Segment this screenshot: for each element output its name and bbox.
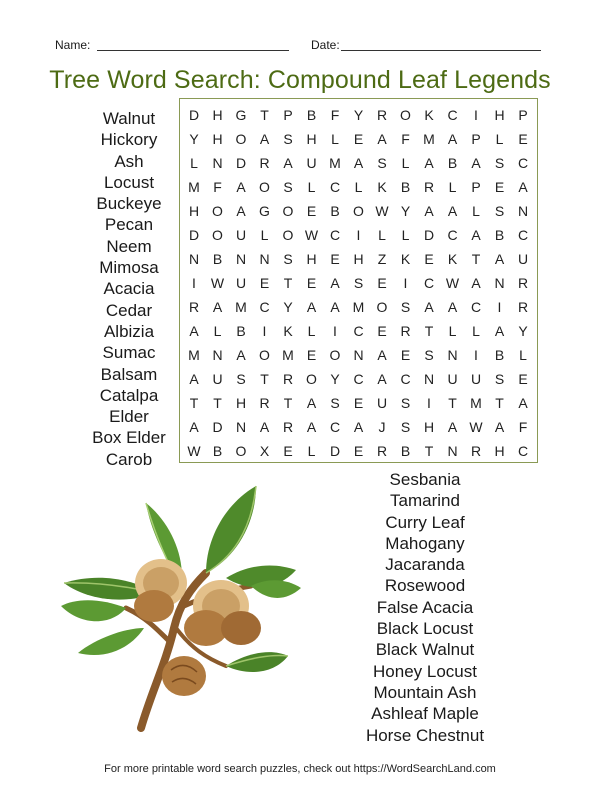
grid-letter[interactable]: H: [494, 443, 505, 459]
grid-letter[interactable]: A: [447, 203, 458, 219]
grid-letter[interactable]: A: [306, 299, 317, 315]
grid-letter[interactable]: W: [187, 443, 201, 459]
grid-letter[interactable]: N: [259, 251, 270, 267]
grid-letter[interactable]: A: [283, 155, 293, 171]
grid-letter[interactable]: K: [424, 107, 434, 123]
left-list-word: Carob: [105, 449, 153, 469]
grid-letter[interactable]: R: [423, 179, 435, 195]
right-list-word: False Acacia: [376, 597, 474, 617]
grid-letter[interactable]: O: [353, 203, 364, 219]
right-list-word: Mahogany: [385, 533, 465, 553]
grid-letter[interactable]: B: [212, 443, 223, 459]
grid-letter[interactable]: B: [330, 203, 340, 219]
grid-letter[interactable]: I: [192, 275, 196, 291]
grid-letter[interactable]: O: [306, 371, 317, 387]
grid-letter[interactable]: C: [353, 323, 364, 339]
grid-letter[interactable]: E: [306, 203, 317, 219]
grid-letter[interactable]: I: [262, 323, 267, 339]
left-list-word: Sumac: [102, 343, 156, 363]
grid-letter[interactable]: C: [400, 371, 411, 387]
grid-letter[interactable]: M: [470, 395, 482, 411]
grid-letter[interactable]: U: [447, 371, 458, 387]
grid-letter[interactable]: E: [330, 251, 340, 267]
grid-letter[interactable]: D: [212, 419, 223, 435]
grid-letter[interactable]: K: [447, 251, 458, 267]
grid-letter[interactable]: B: [212, 251, 223, 267]
grid-letter[interactable]: T: [283, 395, 293, 411]
grid-letter[interactable]: E: [283, 443, 293, 459]
grid-letter[interactable]: E: [518, 371, 528, 387]
grid-letter[interactable]: A: [330, 275, 340, 291]
grid-letter[interactable]: P: [471, 131, 481, 147]
grid-letter[interactable]: S: [283, 131, 293, 147]
grid-letter[interactable]: I: [403, 275, 408, 291]
grid-letter[interactable]: F: [330, 107, 340, 123]
grid-letter[interactable]: S: [353, 275, 364, 291]
grid-letter[interactable]: P: [283, 107, 293, 123]
grid-letter[interactable]: R: [282, 419, 294, 435]
grid-letter[interactable]: S: [494, 203, 505, 219]
grid-letter[interactable]: B: [236, 323, 246, 339]
grid-letter[interactable]: Z: [377, 251, 387, 267]
left-list-word: Elder: [109, 407, 149, 427]
grid-letter[interactable]: A: [353, 155, 364, 171]
grid-letter[interactable]: A: [424, 299, 434, 315]
grid-letter[interactable]: T: [189, 395, 199, 411]
grid-letter[interactable]: L: [519, 347, 527, 363]
grid-letter[interactable]: S: [424, 347, 434, 363]
grid-letter[interactable]: S: [330, 395, 340, 411]
grid-letter[interactable]: U: [212, 371, 223, 387]
grid-letter[interactable]: E: [306, 347, 317, 363]
footer-text: For more printable word search puzzles, check out https://WordSearchLand.com: [104, 763, 496, 775]
grid-letter[interactable]: O: [212, 227, 223, 243]
date-label: Date:: [311, 38, 340, 52]
left-list-word: Buckeye: [96, 194, 162, 214]
grid-letter[interactable]: R: [517, 275, 529, 291]
grid-letter[interactable]: A: [259, 419, 270, 435]
left-list-word: Balsam: [100, 364, 158, 384]
grid-letter[interactable]: H: [423, 419, 435, 435]
grid-letter[interactable]: T: [471, 251, 481, 267]
grid-letter[interactable]: W: [304, 227, 319, 243]
grid-letter[interactable]: O: [235, 131, 247, 147]
grid-letter[interactable]: O: [235, 443, 247, 459]
grid-letter[interactable]: N: [423, 371, 435, 387]
grid-letter[interactable]: G: [235, 107, 247, 123]
grid-letter[interactable]: L: [401, 227, 410, 243]
grid-letter[interactable]: E: [377, 275, 387, 291]
grid-letter[interactable]: A: [189, 323, 199, 339]
grid-letter[interactable]: E: [353, 395, 364, 411]
walnut-branch-illustration: [56, 478, 306, 740]
grid-letter[interactable]: U: [376, 395, 388, 411]
grid-letter[interactable]: L: [307, 443, 316, 459]
grid-letter[interactable]: A: [236, 347, 246, 363]
grid-letter[interactable]: S: [236, 371, 246, 387]
grid-letter[interactable]: S: [494, 155, 505, 171]
grid-letter[interactable]: A: [424, 155, 434, 171]
grid-letter[interactable]: L: [190, 155, 198, 171]
grid-letter[interactable]: C: [517, 155, 529, 171]
grid-letter[interactable]: A: [471, 227, 481, 243]
grid-letter[interactable]: M: [188, 347, 200, 363]
date-line[interactable]: [341, 50, 541, 51]
grid-letter[interactable]: P: [471, 179, 481, 195]
left-list-word: Catalpa: [99, 385, 159, 405]
grid-letter[interactable]: S: [283, 251, 293, 267]
grid-letter[interactable]: L: [213, 323, 222, 339]
grid-letter[interactable]: R: [400, 323, 411, 339]
grid-letter[interactable]: A: [447, 131, 458, 147]
grid-letter[interactable]: O: [376, 299, 388, 315]
grid-letter[interactable]: A: [424, 203, 434, 219]
grid-letter[interactable]: C: [259, 299, 270, 315]
grid-letter[interactable]: Y: [518, 323, 528, 339]
left-list-word: Acacia: [103, 279, 155, 299]
grid-letter[interactable]: A: [353, 419, 364, 435]
grid-letter[interactable]: L: [401, 155, 410, 171]
grid-letter[interactable]: A: [518, 395, 528, 411]
grid-letter[interactable]: B: [400, 179, 411, 195]
name-label: Name:: [55, 38, 91, 52]
grid-letter[interactable]: N: [212, 347, 223, 363]
word-list-right: [350, 469, 500, 746]
grid-letter[interactable]: C: [517, 227, 529, 243]
grid-letter[interactable]: C: [329, 227, 341, 243]
grid-letter[interactable]: A: [306, 419, 317, 435]
grid-letter[interactable]: B: [306, 107, 317, 123]
grid-letter[interactable]: R: [259, 395, 270, 411]
grid-letter[interactable]: E: [353, 443, 364, 459]
grid-letter[interactable]: D: [188, 227, 200, 243]
name-line[interactable]: [97, 50, 289, 51]
right-list-word: Horse Chestnut: [365, 725, 485, 745]
grid-letter[interactable]: R: [259, 155, 270, 171]
left-list-word: Pecan: [104, 215, 154, 235]
right-list-word: Honey Locust: [373, 661, 477, 681]
grid-letter[interactable]: P: [518, 107, 528, 123]
grid-letter[interactable]: B: [400, 443, 411, 459]
grid-letter[interactable]: H: [306, 131, 317, 147]
grid-letter[interactable]: O: [259, 347, 270, 363]
grid-letter[interactable]: R: [517, 299, 529, 315]
grid-letter[interactable]: W: [469, 419, 483, 435]
grid-letter[interactable]: D: [329, 443, 341, 459]
left-list-word: Mimosa: [99, 258, 159, 278]
grid-letter[interactable]: A: [377, 131, 387, 147]
grid-letter[interactable]: C: [423, 275, 435, 291]
left-list-word: Albizia: [103, 321, 155, 341]
grid-letter[interactable]: C: [447, 107, 458, 123]
grid-letter[interactable]: S: [400, 299, 411, 315]
grid-letter[interactable]: R: [376, 107, 388, 123]
grid-letter[interactable]: T: [424, 443, 434, 459]
grid-letter[interactable]: A: [377, 347, 387, 363]
grid-letter[interactable]: M: [235, 299, 247, 315]
grid-letter[interactable]: E: [518, 131, 528, 147]
grid-letter[interactable]: E: [306, 275, 317, 291]
grid-letter[interactable]: L: [331, 131, 339, 147]
grid-letter[interactable]: H: [212, 131, 223, 147]
left-list-word: Neem: [106, 236, 152, 256]
grid-letter[interactable]: Y: [400, 203, 411, 219]
name-date-bar: [55, 36, 545, 56]
letter-grid: [179, 98, 538, 463]
grid-letter[interactable]: S: [283, 179, 293, 195]
grid-letter[interactable]: E: [400, 347, 411, 363]
grid-letter[interactable]: I: [474, 347, 478, 363]
right-list-word: Mountain Ash: [373, 682, 477, 702]
grid-letter[interactable]: A: [306, 395, 317, 411]
grid-letter[interactable]: B: [494, 227, 505, 243]
left-list-word: Walnut: [102, 109, 156, 128]
grid-letter[interactable]: M: [188, 179, 200, 195]
page-title: Tree Word Search: Compound Leaf Legends: [49, 66, 551, 94]
right-list-word: Sesbania: [389, 470, 461, 489]
grid-letter[interactable]: T: [424, 323, 434, 339]
grid-letter[interactable]: S: [400, 395, 411, 411]
right-list-word: Tamarind: [390, 491, 460, 511]
grid-letter[interactable]: M: [329, 155, 341, 171]
grid-letter[interactable]: M: [282, 347, 294, 363]
grid-letter[interactable]: O: [329, 347, 341, 363]
word-list-left: [70, 108, 188, 470]
grid-letter[interactable]: A: [494, 419, 505, 435]
left-list-word: Locust: [103, 172, 155, 192]
grid-letter[interactable]: H: [353, 251, 364, 267]
grid-letter[interactable]: N: [447, 347, 458, 363]
grid-letter[interactable]: B: [447, 155, 458, 171]
grid-letter[interactable]: H: [494, 107, 505, 123]
grid-letter[interactable]: R: [376, 443, 388, 459]
grid-letter[interactable]: C: [329, 179, 341, 195]
grid-letter[interactable]: H: [306, 251, 317, 267]
grid-letter[interactable]: O: [282, 203, 294, 219]
grid-letter[interactable]: L: [307, 179, 316, 195]
right-list-word: Curry Leaf: [385, 512, 465, 532]
grid-letter[interactable]: W: [445, 275, 460, 291]
grid-letter[interactable]: Y: [189, 131, 199, 147]
grid-letter[interactable]: I: [427, 395, 431, 411]
right-list-word: Rosewood: [384, 576, 466, 596]
grid-letter[interactable]: N: [188, 251, 200, 267]
grid-letter[interactable]: E: [494, 179, 505, 195]
grid-letter[interactable]: U: [306, 155, 317, 171]
grid-letter[interactable]: O: [212, 203, 223, 219]
grid-letter[interactable]: L: [307, 323, 316, 339]
grid-letter[interactable]: H: [235, 395, 247, 411]
grid-letter[interactable]: E: [377, 323, 387, 339]
left-list-word: Cedar: [105, 300, 153, 320]
grid-letter[interactable]: C: [329, 419, 341, 435]
grid-letter[interactable]: A: [377, 371, 387, 387]
grid-letter[interactable]: K: [283, 323, 293, 339]
grid-letter[interactable]: B: [494, 347, 505, 363]
grid-letter[interactable]: L: [495, 131, 504, 147]
grid-letter[interactable]: C: [517, 443, 529, 459]
grid-letter[interactable]: D: [188, 107, 200, 123]
grid-letter[interactable]: E: [353, 131, 364, 147]
right-list-word: Black Locust: [376, 619, 474, 639]
grid-letter[interactable]: D: [235, 155, 247, 171]
grid-letter[interactable]: L: [260, 227, 269, 243]
grid-letter[interactable]: E: [259, 275, 270, 291]
grid-letter[interactable]: C: [470, 299, 482, 315]
grid-letter[interactable]: T: [495, 395, 504, 411]
grid-letter[interactable]: A: [189, 371, 199, 387]
grid-letter[interactable]: K: [400, 251, 411, 267]
grid-letter[interactable]: A: [236, 179, 246, 195]
grid-letter[interactable]: N: [447, 443, 458, 459]
grid-letter[interactable]: A: [494, 251, 505, 267]
grid-letter[interactable]: J: [378, 419, 386, 435]
grid-letter[interactable]: F: [518, 419, 528, 435]
grid-letter[interactable]: T: [283, 275, 293, 291]
grid-letter[interactable]: D: [423, 227, 435, 243]
grid-letter[interactable]: N: [517, 203, 529, 219]
grid-letter[interactable]: H: [188, 203, 200, 219]
grid-letter[interactable]: X: [259, 443, 270, 459]
grid-letter[interactable]: N: [494, 275, 505, 291]
grid-letter[interactable]: N: [353, 347, 364, 363]
grid-letter[interactable]: U: [235, 275, 247, 291]
grid-letter[interactable]: R: [188, 299, 200, 315]
grid-letter[interactable]: O: [400, 107, 411, 123]
grid-letter[interactable]: Y: [283, 299, 293, 315]
left-list-word: Ash: [114, 151, 144, 171]
grid-letter[interactable]: A: [494, 323, 505, 339]
grid-letter[interactable]: A: [471, 155, 481, 171]
right-list-word: Jacaranda: [385, 555, 465, 575]
grid-letter[interactable]: R: [470, 443, 482, 459]
grid-letter[interactable]: I: [474, 107, 478, 123]
grid-letter[interactable]: A: [447, 419, 458, 435]
grid-letter[interactable]: I: [497, 299, 502, 315]
grid-letter[interactable]: E: [424, 251, 434, 267]
grid-letter[interactable]: I: [333, 323, 337, 339]
right-list-word: Black Walnut: [375, 640, 475, 660]
grid-letter[interactable]: Y: [353, 107, 364, 123]
grid-letter[interactable]: Y: [330, 371, 340, 387]
grid-letter[interactable]: N: [212, 155, 223, 171]
grid-letter[interactable]: N: [235, 251, 247, 267]
grid-letter[interactable]: T: [448, 395, 457, 411]
grid-letter[interactable]: A: [330, 299, 340, 315]
grid-letter[interactable]: L: [472, 203, 480, 219]
grid-letter[interactable]: M: [423, 131, 435, 147]
grid-letter[interactable]: W: [210, 275, 225, 291]
grid-letter[interactable]: H: [212, 107, 223, 123]
grid-letter[interactable]: S: [494, 371, 505, 387]
grid-letter[interactable]: A: [518, 179, 528, 195]
right-list-word: Ashleaf Maple: [371, 704, 479, 724]
grid-letter[interactable]: C: [447, 227, 458, 243]
grid-letter[interactable]: N: [235, 419, 247, 435]
grid-letter[interactable]: C: [353, 371, 364, 387]
grid-letter[interactable]: T: [260, 107, 269, 123]
left-list-word: Hickory: [100, 130, 158, 150]
grid-letter[interactable]: A: [447, 299, 458, 315]
grid-letter[interactable]: F: [213, 179, 222, 195]
grid-letter[interactable]: U: [470, 371, 482, 387]
grid-letter[interactable]: G: [259, 203, 270, 219]
grid-letter[interactable]: A: [212, 299, 223, 315]
grid-letter[interactable]: A: [259, 131, 270, 147]
grid-letter[interactable]: L: [378, 227, 386, 243]
grid-letter[interactable]: O: [282, 227, 294, 243]
grid-letter[interactable]: T: [260, 371, 269, 387]
grid-letter[interactable]: L: [448, 323, 457, 339]
grid-letter[interactable]: L: [448, 179, 457, 195]
grid-letter[interactable]: A: [236, 203, 246, 219]
left-list-word: Box Elder: [92, 428, 166, 448]
grid-letter[interactable]: L: [354, 179, 363, 195]
grid-letter[interactable]: W: [375, 203, 389, 219]
grid-letter[interactable]: L: [472, 323, 480, 339]
grid-letter[interactable]: M: [352, 299, 365, 315]
grid-letter[interactable]: U: [517, 251, 529, 267]
grid-letter[interactable]: F: [401, 131, 410, 147]
grid-letter[interactable]: I: [356, 227, 361, 243]
grid-letter[interactable]: U: [235, 227, 247, 243]
grid-letter[interactable]: S: [377, 155, 387, 171]
grid-letter[interactable]: A: [189, 419, 199, 435]
grid-letter[interactable]: A: [471, 275, 481, 291]
grid-letter[interactable]: S: [400, 419, 411, 435]
grid-letter[interactable]: O: [259, 179, 270, 195]
grid-letter[interactable]: T: [213, 395, 222, 411]
grid-letter[interactable]: K: [377, 179, 387, 195]
grid-letter[interactable]: R: [282, 371, 294, 387]
